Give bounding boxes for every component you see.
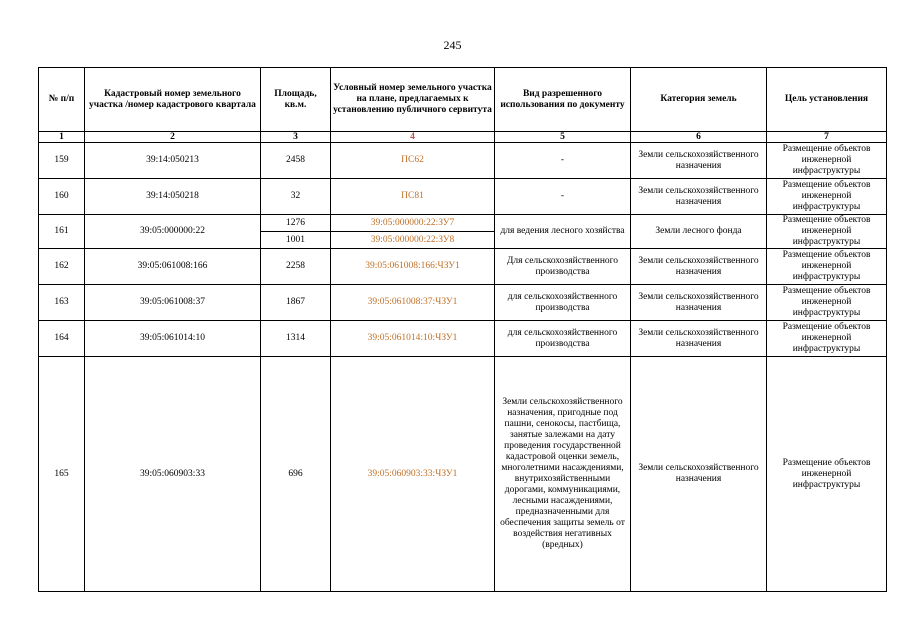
area-value: 696 — [261, 357, 331, 592]
conditional-number: 39:05:000000:22:ЗУ7 — [331, 215, 495, 232]
area-value: 32 — [261, 179, 331, 215]
column-number: 3 — [261, 132, 331, 143]
header-conditional-number: Условный номер земельного участка на плане, предлагаемых к установлению публичного сервитута — [331, 68, 495, 132]
header-area: Площадь, кв.м. — [261, 68, 331, 132]
conditional-number: ПС81 — [331, 179, 495, 215]
permitted-use: - — [495, 179, 631, 215]
purpose: Размещение объектов инженерной инфраструктуры — [767, 285, 887, 321]
row-number: 162 — [39, 249, 85, 285]
column-number: 6 — [631, 132, 767, 143]
header-number: № п/п — [39, 68, 85, 132]
header-cadastral: Кадастровый номер земельного участка /номер кадастрового квартала — [85, 68, 261, 132]
land-category: Земли сельскохозяйственного назначения — [631, 249, 767, 285]
cadastral-number: 39:14:050218 — [85, 179, 261, 215]
conditional-number: 39:05:061014:10:ЧЗУ1 — [331, 321, 495, 357]
cadastral-number: 39:05:060903:33 — [85, 357, 261, 592]
permitted-use: - — [495, 143, 631, 179]
conditional-number: 39:05:000000:22:ЗУ8 — [331, 232, 495, 249]
header-land-category: Категория земель — [631, 68, 767, 132]
table-row — [39, 321, 887, 357]
table-row — [39, 179, 887, 215]
area-value: 1314 — [261, 321, 331, 357]
row-number: 165 — [39, 357, 85, 592]
area-value: 1276 — [261, 215, 331, 232]
row-number: 164 — [39, 321, 85, 357]
purpose: Размещение объектов инженерной инфраструктуры — [767, 249, 887, 285]
permitted-use: для сельскохозяйственного производства — [495, 285, 631, 321]
header-purpose: Цель установления — [767, 68, 887, 132]
page-number: 245 — [443, 38, 462, 52]
land-category: Земли лесного фонда — [631, 215, 767, 249]
table-row — [39, 285, 887, 321]
cadastral-number: 39:05:000000:22 — [85, 215, 261, 249]
column-number: 5 — [495, 132, 631, 143]
land-category: Земли сельскохозяйственного назначения — [631, 321, 767, 357]
purpose: Размещение объектов инженерной инфраструктуры — [767, 215, 887, 249]
land-plots-table — [38, 67, 887, 592]
column-numbers-row — [39, 132, 887, 143]
table-row — [39, 215, 887, 232]
permitted-use: для ведения лесного хозяйства — [495, 215, 631, 249]
permitted-use: для сельскохозяйственного производства — [495, 321, 631, 357]
cadastral-number: 39:14:050213 — [85, 143, 261, 179]
area-value: 1001 — [261, 232, 331, 249]
table-row — [39, 249, 887, 285]
conditional-number: 39:05:061008:37:ЧЗУ1 — [331, 285, 495, 321]
column-number: 7 — [767, 132, 887, 143]
permitted-use: Земли сельскохозяйственного назначения, пригодные под пашни, сенокосы, пастбища, занятые залежами на дату проведения государственной кадастровой оценки земель, многолетними насаждениями, внутрихозяйственными дорогами, коммуникациями, лесными насаждениями, предназначенными для обеспечения защиты земель от воздействия негативных (вредных) — [495, 357, 631, 592]
column-number: 1 — [39, 132, 85, 143]
permitted-use: Для сельскохозяйственного производства — [495, 249, 631, 285]
row-number: 161 — [39, 215, 85, 249]
header-row — [39, 68, 887, 132]
column-number: 4 — [331, 132, 495, 143]
purpose: Размещение объектов инженерной инфраструктуры — [767, 179, 887, 215]
cadastral-number: 39:05:061014:10 — [85, 321, 261, 357]
area-value: 2258 — [261, 249, 331, 285]
purpose: Размещение объектов инженерной инфраструктуры — [767, 357, 887, 592]
row-number: 159 — [39, 143, 85, 179]
conditional-number: 39:05:060903:33:ЧЗУ1 — [331, 357, 495, 592]
row-number: 160 — [39, 179, 85, 215]
purpose: Размещение объектов инженерной инфраструктуры — [767, 143, 887, 179]
area-value: 2458 — [261, 143, 331, 179]
table-row — [39, 143, 887, 179]
header-permitted-use: Вид разрешенного использования по документу — [495, 68, 631, 132]
land-category: Земли сельскохозяйственного назначения — [631, 357, 767, 592]
row-number: 163 — [39, 285, 85, 321]
table-row — [39, 357, 887, 592]
area-value: 1867 — [261, 285, 331, 321]
cadastral-number: 39:05:061008:166 — [85, 249, 261, 285]
conditional-number: ПС62 — [331, 143, 495, 179]
land-category: Земли сельскохозяйственного назначения — [631, 143, 767, 179]
land-category: Земли сельскохозяйственного назначения — [631, 285, 767, 321]
column-number: 2 — [85, 132, 261, 143]
conditional-number: 39:05:061008:166:ЧЗУ1 — [331, 249, 495, 285]
purpose: Размещение объектов инженерной инфраструктуры — [767, 321, 887, 357]
cadastral-number: 39:05:061008:37 — [85, 285, 261, 321]
land-category: Земли сельскохозяйственного назначения — [631, 179, 767, 215]
